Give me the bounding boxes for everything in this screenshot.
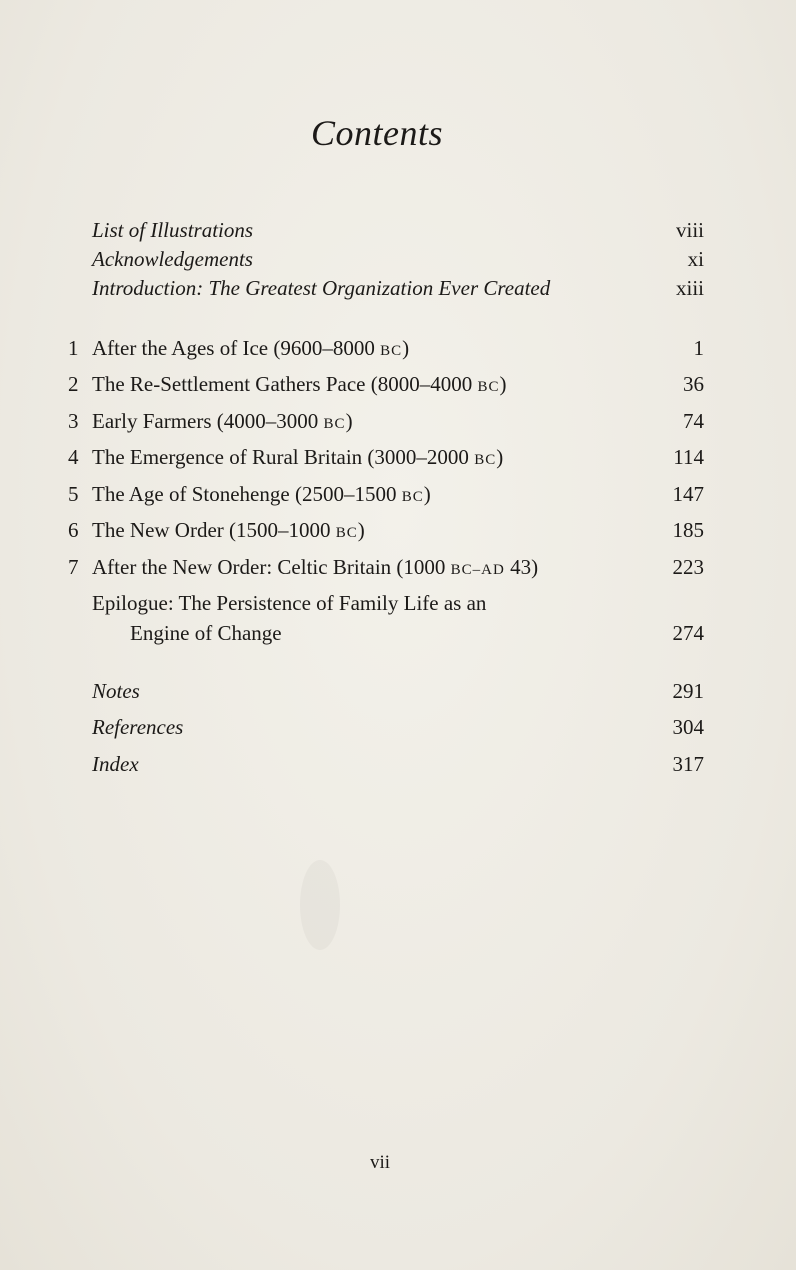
chapter-title: The Re-Settlement Gathers Pace (8000–4000 BC) bbox=[92, 372, 507, 396]
chapter-page: 223 bbox=[672, 555, 704, 579]
toc-chapter-4 bbox=[0, 441, 796, 473]
toc-entry-index bbox=[0, 748, 796, 780]
toc-entry-page: 304 bbox=[672, 715, 704, 739]
toc-chapter-3 bbox=[0, 405, 796, 437]
toc-chapter-5 bbox=[0, 478, 796, 510]
chapter-title: After the New Order: Celtic Britain (1000 BC–AD 43) bbox=[92, 555, 539, 579]
toc-entry-page: 317 bbox=[672, 752, 704, 776]
toc-entry-label: References bbox=[92, 715, 184, 739]
chapter-number: 7 bbox=[68, 555, 79, 579]
toc-entry-introduction bbox=[0, 272, 796, 304]
chapter-page: 36 bbox=[683, 372, 704, 396]
chapter-page: 147 bbox=[672, 482, 704, 506]
chapter-number: 6 bbox=[68, 518, 79, 542]
paper-mark bbox=[300, 860, 340, 950]
chapter-number: 4 bbox=[68, 445, 79, 469]
toc-entry-page: xiii bbox=[675, 276, 704, 300]
epilogue-title: Epilogue: The Persistence of Family Life as an bbox=[92, 591, 487, 615]
toc-entry-label: List of Illustrations bbox=[92, 218, 254, 242]
toc-entry-references bbox=[0, 711, 796, 743]
epilogue-title-continued: Engine of Change bbox=[130, 621, 282, 645]
chapter-title: The Emergence of Rural Britain (3000–2000 BC) bbox=[92, 445, 504, 469]
toc-entry-label: Index bbox=[92, 752, 139, 776]
chapter-number: 2 bbox=[68, 372, 79, 396]
toc-chapter-6 bbox=[0, 514, 796, 546]
chapter-page: 114 bbox=[673, 445, 704, 469]
toc-entry-label: Introduction: The Greatest Organization Ever Created bbox=[92, 276, 551, 300]
toc-chapter-1 bbox=[0, 332, 796, 364]
toc-entry-label: Notes bbox=[92, 679, 140, 703]
chapter-title: After the Ages of Ice (9600–8000 BC) bbox=[92, 336, 410, 360]
toc-entry-page: viii bbox=[675, 218, 704, 242]
page-title: Contents bbox=[310, 113, 443, 153]
chapter-number: 1 bbox=[68, 336, 79, 360]
chapter-number: 3 bbox=[68, 409, 79, 433]
toc-chapter-7 bbox=[0, 551, 796, 583]
chapter-page: 74 bbox=[683, 409, 704, 433]
epilogue-page: 274 bbox=[672, 621, 704, 645]
page-number: vii bbox=[369, 1152, 391, 1173]
toc-epilogue-line-2 bbox=[0, 617, 796, 649]
toc-chapter-2 bbox=[0, 368, 796, 400]
chapter-number: 5 bbox=[68, 482, 79, 506]
toc-entry-illustrations bbox=[0, 214, 796, 246]
chapter-title: The New Order (1500–1000 BC) bbox=[92, 518, 365, 542]
toc-entry-notes bbox=[0, 675, 796, 707]
chapter-title: The Age of Stonehenge (2500–1500 BC) bbox=[92, 482, 431, 506]
toc-entry-label: Acknowledgements bbox=[92, 247, 253, 271]
toc-entry-page: xi bbox=[687, 247, 704, 271]
chapter-title: Early Farmers (4000–3000 BC) bbox=[92, 409, 353, 433]
toc-entry-acknowledgements bbox=[0, 243, 796, 275]
toc-entry-page: 291 bbox=[672, 679, 704, 703]
toc-epilogue-line-1 bbox=[0, 587, 796, 619]
chapter-page: 185 bbox=[672, 518, 704, 542]
chapter-page: 1 bbox=[693, 336, 704, 360]
